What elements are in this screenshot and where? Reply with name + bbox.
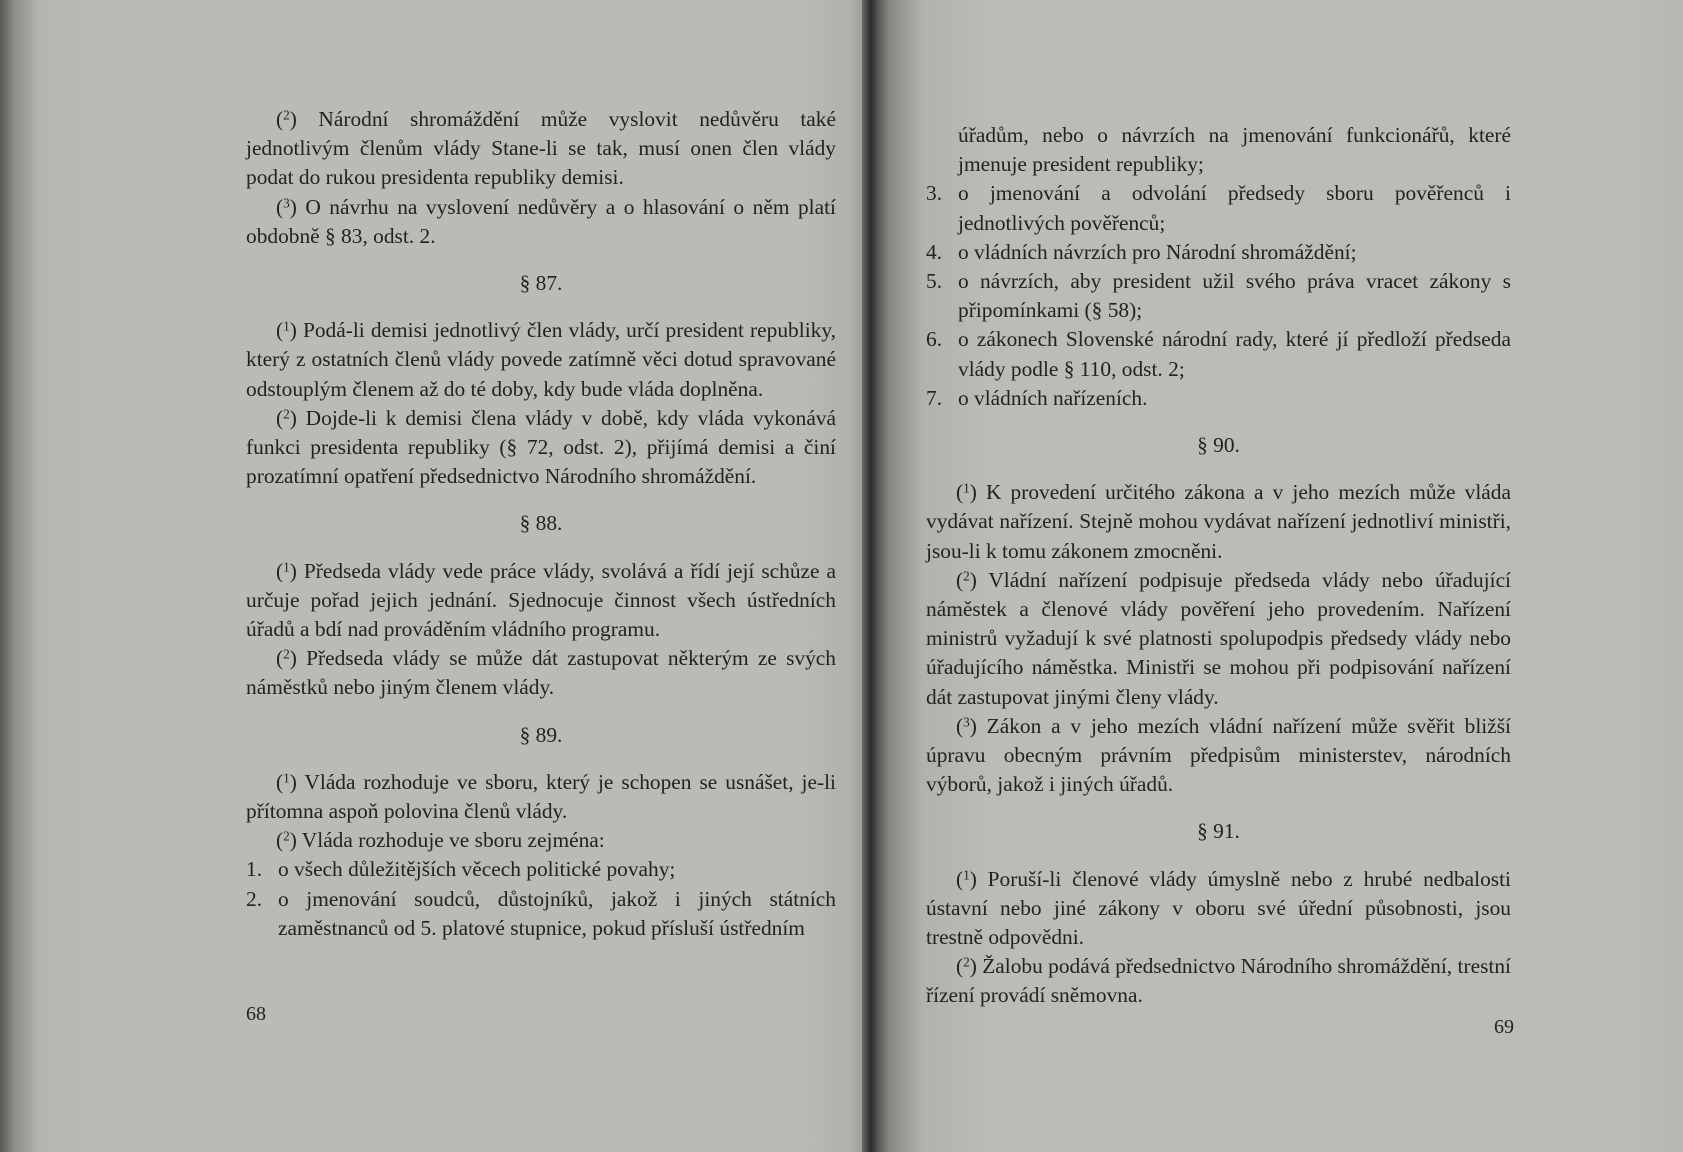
list-item xyxy=(926,325,1511,383)
paragraph: ($^2$) Žalobu podává předsednictvo Národního shromáždění, trestní řízení provádí sněmovna. xyxy=(926,954,1511,1008)
paragraph-text: K provedení určitého zákona a v jeho mezích může vláda vydávat nařízení. Stejně mohou vydávat nařízení jednotliví ministři, jsou-li k tomu zákonem zmocněni. xyxy=(926,480,1511,563)
paragraph-text: Předseda vlády se může dát zastupovat některým ze svých náměstků nebo jiným členem vlády. xyxy=(246,646,836,700)
paragraph-text: Dojde-li k demisi člena vlády v době, kdy vláda vykonává funkci presidenta republiky (§ 72, odst. 2), přijímá demisi a činí prozatímní opatření předsednictvo Národního shromáždění. xyxy=(246,405,836,489)
paragraph-mark: 1 xyxy=(283,318,290,334)
list-number: 3. xyxy=(926,181,943,206)
list-text: o zákonech Slovenské národní rady, které jí předloží předseda vlády podle § 110, odst. 2; xyxy=(958,327,1511,381)
list-item xyxy=(246,885,836,943)
paragraph: ($^3$) Zákon a v jeho mezích vládní nařízení může svěřit bližší úpravu obecným právním předpisům ministerstev, národních výborů, jakož i jiných úřadů. xyxy=(926,713,1511,797)
list-item-continuation xyxy=(926,121,1511,179)
list-number: 6. xyxy=(926,327,943,352)
section-heading-90: § 90. xyxy=(1197,433,1240,458)
list-text: o návrzích, aby president užil svého práva vracet zákony s připomínkami (§ 58); xyxy=(958,269,1511,323)
paragraph-text: Žalobu podává předsednictvo Národního shromáždění, trestní řízení provádí sněmovna. xyxy=(926,954,1511,1008)
enumerated-list xyxy=(246,855,836,943)
list-text: o vládních návrzích pro Národní shromáždění; xyxy=(958,239,1357,264)
paragraph-mark: 1 xyxy=(283,559,290,575)
paragraph: ($^1$) Vláda rozhoduje ve sboru, který je schopen se usnášet, je-li přítomna aspoň polovina členů vlády. xyxy=(246,769,836,824)
page-number: 68 xyxy=(246,1003,266,1025)
paragraph: ($^1$) Poruší-li členové vlády úmyslně nebo z hrubé nedbalosti ústavní nebo jiné zákony v oboru své úřední působnosti, jsou trestně odpovědni. xyxy=(926,866,1511,950)
paragraph-text: Národní shromáždění může vyslovit nedůvěru také jednotlivým členům vlády Stane-li se tak, musí onen člen vlády podat do rukou presidenta republiky demisi. xyxy=(246,107,836,190)
paragraph: ($^1$) Podá-li demisi jednotlivý člen vlády, určí president republiky, který z ostatních členů vlády povede zatímně věci dotud spravované odstouplým členem až do té doby, kdy bude vláda doplněna. xyxy=(246,318,836,401)
enumerated-list xyxy=(926,121,1511,413)
paragraph-mark: 2 xyxy=(283,406,290,422)
right-page-text xyxy=(926,121,1511,1011)
paragraph-mark: 2 xyxy=(963,954,970,970)
paragraph: ($^1$) Předseda vlády vede práce vlády, svolává a řídí její schůze a určuje pořad jejich jednání. Sjednocuje činnost všech ústředních úřadů a bdí nad prováděním vládního programu. xyxy=(246,558,836,642)
section-heading-91: § 91. xyxy=(1197,819,1240,844)
paragraph: ($^2$) Vládní nařízení podpisuje předseda vlády nebo úřadující náměstek a členové vlády pověření jeho provedením. Nařízení ministrů vyžadují k své platnosti spolupodpis předsedy vlády nebo úřadujícího náměstka. Ministři se mohou při podpisování nařízení dát zastupovat jinými členy vlády. xyxy=(926,567,1512,709)
paragraph-text: Vláda rozhoduje ve sboru, který je schopen se usnášet, je-li přítomna aspoň polovina členů vlády. xyxy=(246,769,836,824)
list-item xyxy=(926,179,1511,237)
list-text: o jmenování a odvolání předsedy sboru pověřenců i jednotlivých pověřenců; xyxy=(958,181,1511,235)
list-item xyxy=(926,267,1511,325)
section-heading-88: § 88. xyxy=(519,511,563,536)
paragraph: ($^2$) Národní shromáždění může vyslovit nedůvěru také jednotlivým členům vlády Stane-li se tak, musí onen člen vlády podat do rukou presidenta republiky demisi. xyxy=(246,107,836,190)
paragraph-text: Předseda vlády vede práce vlády, svolává a řídí její schůze a určuje pořad jejich jednání. Sjednocuje činnost všech ústředních úřadů a bdí nad prováděním vládního programu. xyxy=(246,558,836,642)
list-item xyxy=(926,384,1511,413)
paragraph: ($^3$) O návrhu na vyslovení nedůvěry a o hlasování o něm platí obdobně § 83, odst. 2. xyxy=(246,194,836,248)
paragraph: ($^1$) K provedení určitého zákona a v jeho mezích může vláda vydávat nařízení. Stejně mohou vydávat nařízení jednotliví ministři, jsou-li k tomu zákonem zmocněni. xyxy=(926,480,1511,563)
book-gutter xyxy=(862,0,878,1152)
list-text: úřadům, nebo o návrzích na jmenování funkcionářů, které jmenuje president republiky; xyxy=(958,123,1511,177)
paragraph-text: Podá-li demisi jednotlivý člen vlády, určí president republiky, který z ostatních členů vlády povede zatímně věci dotud spravované odstouplým členem až do té doby, kdy bude vláda doplněna. xyxy=(246,318,836,401)
paragraph-mark: 1 xyxy=(963,480,970,496)
list-number: 4. xyxy=(926,239,943,264)
list-text: o vládních nařízeních. xyxy=(958,385,1148,410)
list-item xyxy=(246,855,836,884)
paragraph: ($^2$) Vláda rozhoduje ve sboru zejména: xyxy=(275,828,605,853)
section-heading-87: § 87. xyxy=(519,271,563,296)
paragraph: ($^2$) Předseda vlády se může dát zastupovat některým ze svých náměstků nebo jiným členem vlády. xyxy=(246,646,836,700)
page-number: 69 xyxy=(1494,1016,1514,1038)
list-number: 7. xyxy=(926,385,943,410)
right-page xyxy=(872,0,1683,1152)
list-text: o všech důležitějších věcech politické povahy; xyxy=(278,857,676,882)
paragraph: ($^2$) Dojde-li k demisi člena vlády v době, kdy vláda vykonává funkci presidenta republiky (§ 72, odst. 2), přijímá demisi a činí prozatímní opatření předsednictvo Národního shromáždění. xyxy=(246,405,836,489)
list-number: 5. xyxy=(926,269,943,294)
paragraph-text: Poruší-li členové vlády úmyslně nebo z hrubé nedbalosti ústavní nebo jiné zákony v oboru své úřední působnosti, jsou trestně odpovědni. xyxy=(926,866,1511,950)
list-item xyxy=(926,238,1511,267)
section-heading-89: § 89. xyxy=(519,722,563,747)
list-number: 1. xyxy=(246,857,263,882)
paragraph-mark: 2 xyxy=(963,568,970,584)
paragraph-mark: 2 xyxy=(283,646,290,662)
paragraph-mark: 3 xyxy=(963,714,970,730)
paragraph-mark: 2 xyxy=(283,828,290,844)
list-text: o jmenování soudců, důstojníků, jakož i jiných státních zaměstnanců od 5. platové stupnice, pokud přísluší ústředním xyxy=(278,886,836,940)
paragraph-mark: 1 xyxy=(283,770,290,786)
list-number: 2. xyxy=(246,886,263,911)
paragraph-mark: 2 xyxy=(283,107,290,123)
paragraph-text: Zákon a v jeho mezích vládní nařízení může svěřit bližší úpravu obecným právním předpisům ministerstev, národních výborů, jakož i jiných úřadů. xyxy=(926,713,1511,797)
paragraph-text: Vládní nařízení podpisuje předseda vlády nebo úřadující náměstek a členové vlády pověření jeho provedením. Nařízení ministrů vyžadují k své platnosti spolupodpis předsedy vlády nebo úřadujícího náměstka. Ministři se mohou při podpisování nařízení dát zastupovat jinými členy vlády. xyxy=(926,567,1512,709)
paragraph-mark: 1 xyxy=(963,867,970,883)
paragraph-text: Vláda rozhoduje ve sboru zejména: xyxy=(301,828,605,853)
paragraph-mark: 3 xyxy=(283,194,290,210)
paragraph-text: O návrhu na vyslovení nedůvěry a o hlasování o něm platí obdobně § 83, odst. 2. xyxy=(246,194,836,248)
left-page-text xyxy=(246,105,836,943)
